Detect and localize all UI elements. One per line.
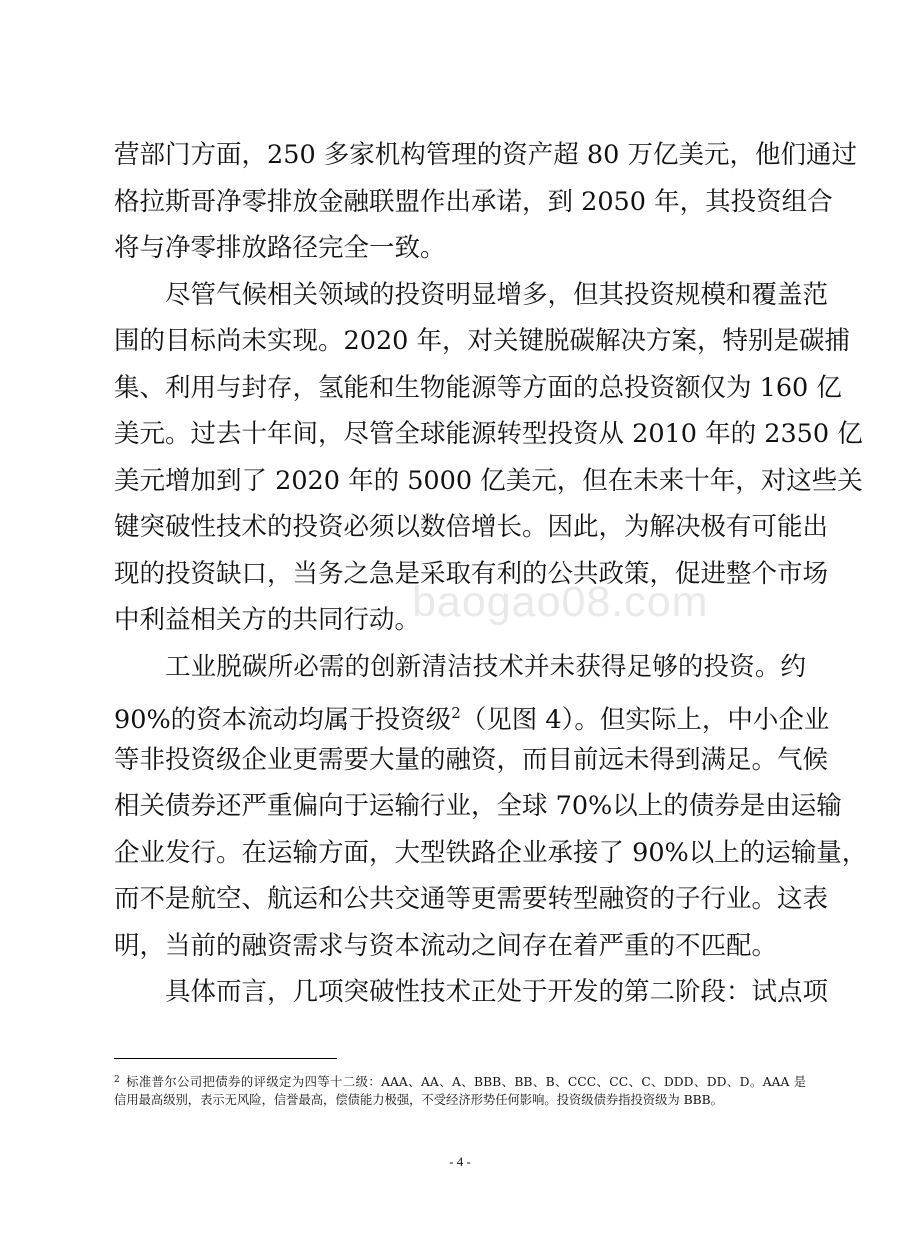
text-line: 等非投资级企业更需要大量的融资，而目前远未得到满足。气候 xyxy=(114,744,829,775)
text-line: 相关债券还严重偏向于运输行业，全球 70%以上的债券是由运输 xyxy=(114,791,842,821)
text-line: 现的投资缺口，当务之急是采取有利的公共政策，促进整个市场 xyxy=(114,558,829,589)
text-line: 围的目标尚未实现。2020 年，对关键脱碳解决方案，特别是碳捕 xyxy=(114,326,851,356)
text-line: 美元增加到了 2020 年的 5000 亿美元，但在未来十年，对这些关 xyxy=(114,465,863,496)
text-line: 中利益相关方的共同行动。 xyxy=(114,605,421,635)
page-number: - 4 - xyxy=(449,1154,471,1169)
text-line: 键突破性技术的投资必须以数倍增长。因此，为解决极有可能出 xyxy=(114,512,829,542)
watermark-text: baogao08.com xyxy=(412,578,709,626)
footnote-text: 标准普尔公司把债券的评级定为四等十二级：AAA、AA、A、BBB、BB、B、CCC、CC、C、DDD、DD、D。AAA 是 xyxy=(125,1075,806,1089)
footnote xyxy=(114,1070,806,1110)
text-line: 明，当前的融资需求与资本流动之间存在着严重的不匹配。 xyxy=(114,930,778,961)
text-line: 集、利用与封存，氢能和生物能源等方面的总投资额仅为 160 亿 xyxy=(114,372,842,403)
footnote-reference[interactable]: 2 xyxy=(451,704,461,722)
footnote-mark: 2 xyxy=(114,1075,120,1085)
footnote-line xyxy=(114,1070,806,1090)
text-line: 尽管气候相关领域的投资明显增多，但其投资规模和覆盖范 xyxy=(165,279,829,310)
text-line: 具体而言，几项突破性技术正处于开发的第二阶段：试点项 xyxy=(165,977,829,1007)
text-line: 工业脱碳所必需的创新清洁技术并未获得足够的投资。约 xyxy=(165,651,806,682)
body-text xyxy=(114,132,868,1016)
text-line: 美元。过去十年间，尽管全球能源转型投资从 2010 年的 2350 亿 xyxy=(114,419,863,449)
text-line: 企业发行。在运输方面，大型铁路企业承接了 90%以上的运输量， xyxy=(114,837,868,868)
text-line-with-footnote xyxy=(114,690,830,737)
footnote-separator xyxy=(114,1058,337,1059)
text-line: 营部门方面，250 多家机构管理的资产超 80 万亿美元，他们通过 xyxy=(114,140,857,170)
text-line: 将与净零排放路径完全一致。 xyxy=(114,233,446,263)
text-line: 格拉斯哥净零排放金融联盟作出承诺，到 2050 年，其投资组合 xyxy=(114,186,833,217)
text-line: 而不是航空、航运和公共交通等更需要转型融资的子行业。这表 xyxy=(114,884,829,914)
footnote-line: 信用最高级别，表示无风险，信誉最高，偿债能力极强，不受经济形势任何影响。投资级债券指投资级为 BBB。 xyxy=(114,1093,723,1107)
text-fragment: （见图 4）。但实际上，中小企业 xyxy=(460,705,830,735)
text-fragment: 90%的资本流动均属于投资级 xyxy=(114,705,452,735)
